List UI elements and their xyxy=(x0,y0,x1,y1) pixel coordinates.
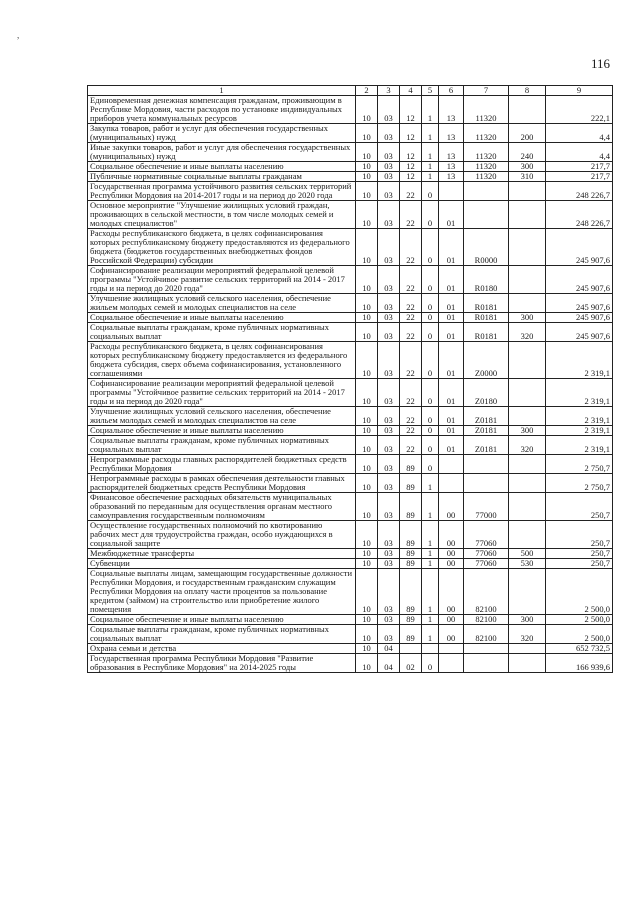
table-row xyxy=(88,124,613,143)
row-name: Социальные выплаты гражданам, кроме публичных нормативных социальных выплат xyxy=(88,436,356,455)
code-program: 89 xyxy=(400,549,422,559)
code-program: 89 xyxy=(400,474,422,493)
code-subprogram: 0 xyxy=(422,407,439,426)
code-expense-type: 320 xyxy=(509,436,546,455)
code-expense-type: 300 xyxy=(509,615,546,625)
row-amount: 250,7 xyxy=(546,521,613,549)
code-subprogram: 1 xyxy=(422,143,439,162)
code-direction: Z0181 xyxy=(464,407,509,426)
code-program: 22 xyxy=(400,407,422,426)
code-subsection: 04 xyxy=(378,654,400,673)
code-activity: 01 xyxy=(439,266,464,294)
code-subprogram xyxy=(422,644,439,654)
row-name: Непрограммные расходы в рамках обеспечения деятельности главных распорядителей бюджетных средств Республики Мордовия xyxy=(88,474,356,493)
code-activity xyxy=(439,455,464,474)
code-activity: 00 xyxy=(439,625,464,644)
budget-table xyxy=(87,85,613,673)
code-subprogram: 1 xyxy=(422,493,439,521)
row-name: Межбюджетные трансферты xyxy=(88,549,356,559)
code-subprogram: 0 xyxy=(422,323,439,342)
code-expense-type: 200 xyxy=(509,124,546,143)
row-amount: 245 907,6 xyxy=(546,229,613,266)
row-name: Расходы республиканского бюджета, в целях софинансирования которых республиканскому бюджету предоставляются из федерального бюджета (бюджетов государственных внебюджетных фондов Российской Федерации) субсидии xyxy=(88,229,356,266)
code-subsection: 03 xyxy=(378,379,400,407)
code-section: 10 xyxy=(356,407,378,426)
code-expense-type xyxy=(509,294,546,313)
row-amount: 248 226,7 xyxy=(546,182,613,201)
code-expense-type xyxy=(509,379,546,407)
code-subprogram: 1 xyxy=(422,172,439,182)
table-row xyxy=(88,474,613,493)
row-name: Софинансирование реализации мероприятий федеральной целевой программы "Устойчивое развитие сельских территорий на 2014 - 2017 годы и на период до 2020 года" xyxy=(88,379,356,407)
code-direction: 77060 xyxy=(464,559,509,569)
code-program: 12 xyxy=(400,143,422,162)
table-row xyxy=(88,615,613,625)
code-activity: 00 xyxy=(439,569,464,615)
code-subprogram: 1 xyxy=(422,474,439,493)
row-name: Социальное обеспечение и иные выплаты населению xyxy=(88,615,356,625)
code-section: 10 xyxy=(356,143,378,162)
code-direction: 82100 xyxy=(464,615,509,625)
row-name: Расходы республиканского бюджета, в целях софинансирования которых республиканскому бюджету предоставляется из федерального бюджета субсидия, сверх объема софинансирования, установленного соглашениями xyxy=(88,342,356,379)
code-section: 10 xyxy=(356,342,378,379)
row-amount: 2 319,1 xyxy=(546,426,613,436)
code-section: 10 xyxy=(356,162,378,172)
table-row xyxy=(88,162,613,172)
table-row xyxy=(88,342,613,379)
row-amount: 2 500,0 xyxy=(546,615,613,625)
row-amount: 2 750,7 xyxy=(546,455,613,474)
row-amount: 2 319,1 xyxy=(546,407,613,426)
row-amount: 4,4 xyxy=(546,143,613,162)
code-subsection: 03 xyxy=(378,201,400,229)
code-program: 22 xyxy=(400,201,422,229)
code-activity xyxy=(439,474,464,493)
table-row xyxy=(88,654,613,673)
code-subsection: 03 xyxy=(378,162,400,172)
code-activity: 01 xyxy=(439,407,464,426)
code-subprogram: 1 xyxy=(422,521,439,549)
code-subprogram: 0 xyxy=(422,426,439,436)
code-direction xyxy=(464,474,509,493)
code-subsection: 03 xyxy=(378,266,400,294)
code-subprogram: 1 xyxy=(422,569,439,615)
code-section: 10 xyxy=(356,436,378,455)
code-expense-type xyxy=(509,96,546,124)
code-section: 10 xyxy=(356,493,378,521)
code-section: 10 xyxy=(356,559,378,569)
row-amount: 2 319,1 xyxy=(546,342,613,379)
code-activity: 13 xyxy=(439,143,464,162)
row-name: Субвенции xyxy=(88,559,356,569)
code-section: 10 xyxy=(356,313,378,323)
code-program: 89 xyxy=(400,625,422,644)
code-program: 22 xyxy=(400,229,422,266)
code-subprogram: 0 xyxy=(422,266,439,294)
code-section: 10 xyxy=(356,455,378,474)
code-subprogram: 0 xyxy=(422,436,439,455)
row-name: Социальные выплаты гражданам, кроме публичных нормативных социальных выплат xyxy=(88,625,356,644)
code-program: 12 xyxy=(400,162,422,172)
row-amount: 217,7 xyxy=(546,172,613,182)
code-direction: 11320 xyxy=(464,162,509,172)
code-subprogram: 1 xyxy=(422,549,439,559)
code-program: 12 xyxy=(400,124,422,143)
code-program: 12 xyxy=(400,172,422,182)
row-name: Основное мероприятие "Улучшение жилищных условий граждан, проживающих в сельской местности, в том числе молодых семей и молодых специалистов" xyxy=(88,201,356,229)
table-row xyxy=(88,493,613,521)
row-name: Осуществление государственных полномочий по квотированию рабочих мест для трудоустройства граждан, особо нуждающихся в социальной защите xyxy=(88,521,356,549)
code-section: 10 xyxy=(356,266,378,294)
code-program: 89 xyxy=(400,559,422,569)
row-name: Улучшение жилищных условий сельского населения, обеспечение жильем молодых семей и молодых специалистов на селе xyxy=(88,407,356,426)
code-section: 10 xyxy=(356,172,378,182)
code-program: 89 xyxy=(400,455,422,474)
code-subprogram: 1 xyxy=(422,615,439,625)
row-amount: 245 907,6 xyxy=(546,294,613,313)
code-direction: R0181 xyxy=(464,294,509,313)
code-expense-type xyxy=(509,493,546,521)
code-subsection: 03 xyxy=(378,521,400,549)
row-amount: 2 500,0 xyxy=(546,625,613,644)
code-section: 10 xyxy=(356,569,378,615)
code-expense-type xyxy=(509,654,546,673)
code-expense-type xyxy=(509,569,546,615)
code-subsection: 03 xyxy=(378,96,400,124)
column-header: 5 xyxy=(422,86,439,96)
code-subprogram: 0 xyxy=(422,294,439,313)
column-header: 3 xyxy=(378,86,400,96)
code-subprogram: 1 xyxy=(422,559,439,569)
code-activity: 13 xyxy=(439,124,464,143)
code-program: 12 xyxy=(400,96,422,124)
code-activity: 01 xyxy=(439,342,464,379)
code-direction: 82100 xyxy=(464,625,509,644)
table-row xyxy=(88,521,613,549)
code-program: 22 xyxy=(400,323,422,342)
row-amount: 217,7 xyxy=(546,162,613,172)
table-row xyxy=(88,407,613,426)
code-expense-type xyxy=(509,342,546,379)
code-activity: 01 xyxy=(439,294,464,313)
code-program: 89 xyxy=(400,569,422,615)
code-section: 10 xyxy=(356,474,378,493)
row-name: Софинансирование реализации мероприятий федеральной целевой программы "Устойчивое развитие сельских территорий на 2014 - 2017 годы и на период до 2020 года" xyxy=(88,266,356,294)
code-expense-type: 240 xyxy=(509,143,546,162)
row-name: Социальные выплаты лицам, замещающим государственные должности Республики Мордовия, и государственным гражданским служащим Республики Мордовия на оплату части процентов за пользование кредитом (займом) на строительство или приобретение жилого помещения xyxy=(88,569,356,615)
table-header-row xyxy=(88,86,613,96)
row-amount: 222,1 xyxy=(546,96,613,124)
table-row xyxy=(88,266,613,294)
code-section: 10 xyxy=(356,521,378,549)
code-subprogram: 0 xyxy=(422,313,439,323)
code-subsection: 03 xyxy=(378,436,400,455)
code-section: 10 xyxy=(356,426,378,436)
code-direction: R0000 xyxy=(464,229,509,266)
code-subsection: 03 xyxy=(378,615,400,625)
code-expense-type: 300 xyxy=(509,426,546,436)
code-subprogram: 1 xyxy=(422,625,439,644)
code-direction xyxy=(464,654,509,673)
code-direction: 11320 xyxy=(464,172,509,182)
code-section: 10 xyxy=(356,625,378,644)
code-direction: 77060 xyxy=(464,549,509,559)
table-row xyxy=(88,143,613,162)
code-section: 10 xyxy=(356,379,378,407)
code-subsection: 03 xyxy=(378,342,400,379)
code-program: 22 xyxy=(400,342,422,379)
code-subsection: 03 xyxy=(378,559,400,569)
row-amount: 2 319,1 xyxy=(546,379,613,407)
code-section: 10 xyxy=(356,182,378,201)
code-expense-type xyxy=(509,455,546,474)
table-row xyxy=(88,559,613,569)
page-number: 116 xyxy=(591,56,611,71)
code-activity: 01 xyxy=(439,426,464,436)
code-section: 10 xyxy=(356,201,378,229)
column-header: 4 xyxy=(400,86,422,96)
code-program: 22 xyxy=(400,426,422,436)
code-section: 10 xyxy=(356,294,378,313)
column-header: 8 xyxy=(509,86,546,96)
code-subsection: 03 xyxy=(378,474,400,493)
table-row xyxy=(88,436,613,455)
code-program: 22 xyxy=(400,182,422,201)
row-amount: 250,7 xyxy=(546,559,613,569)
code-activity: 13 xyxy=(439,96,464,124)
scan-mark: , xyxy=(17,30,20,40)
row-amount: 245 907,6 xyxy=(546,266,613,294)
table-row xyxy=(88,182,613,201)
code-section: 10 xyxy=(356,549,378,559)
code-activity xyxy=(439,644,464,654)
table-row xyxy=(88,229,613,266)
table-row xyxy=(88,625,613,644)
code-direction: R0181 xyxy=(464,313,509,323)
row-amount: 245 907,6 xyxy=(546,313,613,323)
code-activity: 01 xyxy=(439,323,464,342)
row-amount: 652 732,5 xyxy=(546,644,613,654)
code-expense-type xyxy=(509,521,546,549)
table-row xyxy=(88,569,613,615)
column-header: 9 xyxy=(546,86,613,96)
row-amount: 248 226,7 xyxy=(546,201,613,229)
code-activity: 00 xyxy=(439,493,464,521)
table-body xyxy=(88,96,613,673)
row-amount: 166 939,6 xyxy=(546,654,613,673)
row-name: Социальное обеспечение и иные выплаты населению xyxy=(88,313,356,323)
code-expense-type xyxy=(509,644,546,654)
code-subsection: 03 xyxy=(378,569,400,615)
code-activity: 01 xyxy=(439,379,464,407)
code-direction: Z0181 xyxy=(464,436,509,455)
code-direction xyxy=(464,182,509,201)
code-activity: 00 xyxy=(439,559,464,569)
row-name: Публичные нормативные социальные выплаты гражданам xyxy=(88,172,356,182)
code-direction: 11320 xyxy=(464,143,509,162)
column-header: 7 xyxy=(464,86,509,96)
code-subsection: 03 xyxy=(378,143,400,162)
code-program xyxy=(400,644,422,654)
code-subsection: 03 xyxy=(378,294,400,313)
table-row xyxy=(88,323,613,342)
code-subsection: 03 xyxy=(378,407,400,426)
code-expense-type: 310 xyxy=(509,172,546,182)
code-subprogram: 0 xyxy=(422,654,439,673)
code-expense-type xyxy=(509,474,546,493)
code-subsection: 03 xyxy=(378,426,400,436)
row-amount: 2 500,0 xyxy=(546,569,613,615)
code-direction: 77060 xyxy=(464,521,509,549)
code-subsection: 04 xyxy=(378,644,400,654)
code-section: 10 xyxy=(356,323,378,342)
code-direction: 11320 xyxy=(464,124,509,143)
table-row xyxy=(88,549,613,559)
code-direction: R0180 xyxy=(464,266,509,294)
code-expense-type: 300 xyxy=(509,162,546,172)
code-subsection: 03 xyxy=(378,493,400,521)
code-direction: 11320 xyxy=(464,96,509,124)
table-row xyxy=(88,201,613,229)
code-subprogram: 1 xyxy=(422,162,439,172)
code-section: 10 xyxy=(356,124,378,143)
code-activity: 00 xyxy=(439,615,464,625)
code-activity: 00 xyxy=(439,549,464,559)
code-expense-type xyxy=(509,201,546,229)
code-direction xyxy=(464,644,509,654)
row-name: Финансовое обеспечение расходных обязательств муниципальных образований по переданным для осуществления органам местного самоуправления государственным полномочиям xyxy=(88,493,356,521)
row-amount: 2 319,1 xyxy=(546,436,613,455)
row-name: Иные закупки товаров, работ и услуг для обеспечения государственных (муниципальных) нужд xyxy=(88,143,356,162)
column-header: 2 xyxy=(356,86,378,96)
code-subsection: 03 xyxy=(378,625,400,644)
code-expense-type xyxy=(509,407,546,426)
code-subprogram: 1 xyxy=(422,124,439,143)
row-amount: 250,7 xyxy=(546,549,613,559)
table-row xyxy=(88,644,613,654)
code-expense-type xyxy=(509,229,546,266)
table-row xyxy=(88,379,613,407)
code-subprogram: 0 xyxy=(422,182,439,201)
code-subprogram: 0 xyxy=(422,379,439,407)
table-row xyxy=(88,455,613,474)
code-direction: Z0181 xyxy=(464,426,509,436)
code-activity: 01 xyxy=(439,313,464,323)
code-direction: 77000 xyxy=(464,493,509,521)
table-row xyxy=(88,426,613,436)
code-subsection: 03 xyxy=(378,313,400,323)
code-subsection: 03 xyxy=(378,455,400,474)
row-name: Улучшение жилищных условий сельского населения, обеспечение жильем молодых семей и молодых специалистов на селе xyxy=(88,294,356,313)
row-name: Единовременная денежная компенсация гражданам, проживающим в Республике Мордовия, части расходов по установке индивидуальных приборов учета коммунальных ресурсов xyxy=(88,96,356,124)
code-direction: Z0000 xyxy=(464,342,509,379)
code-subsection: 03 xyxy=(378,549,400,559)
code-activity: 00 xyxy=(439,521,464,549)
row-name: Государственная программа устойчивого развития сельских территорий Республики Мордовия на 2014-2017 годы и на период до 2020 года xyxy=(88,182,356,201)
code-section: 10 xyxy=(356,96,378,124)
code-section: 10 xyxy=(356,644,378,654)
code-direction xyxy=(464,455,509,474)
code-activity: 01 xyxy=(439,201,464,229)
code-activity: 01 xyxy=(439,229,464,266)
code-expense-type: 320 xyxy=(509,625,546,644)
code-program: 22 xyxy=(400,436,422,455)
code-activity: 13 xyxy=(439,172,464,182)
code-expense-type: 300 xyxy=(509,313,546,323)
code-program: 22 xyxy=(400,379,422,407)
code-section: 10 xyxy=(356,654,378,673)
code-subsection: 03 xyxy=(378,182,400,201)
row-name: Непрограммные расходы главных распорядителей бюджетных средств Республики Мордовия xyxy=(88,455,356,474)
table-row xyxy=(88,172,613,182)
code-expense-type xyxy=(509,266,546,294)
row-amount: 250,7 xyxy=(546,493,613,521)
code-subsection: 03 xyxy=(378,172,400,182)
row-name: Закупка товаров, работ и услуг для обеспечения государственных (муниципальных) нужд xyxy=(88,124,356,143)
code-subprogram: 0 xyxy=(422,201,439,229)
column-header: 6 xyxy=(439,86,464,96)
code-program: 89 xyxy=(400,615,422,625)
code-direction: Z0180 xyxy=(464,379,509,407)
row-amount: 4,4 xyxy=(546,124,613,143)
table-row xyxy=(88,313,613,323)
row-amount: 2 750,7 xyxy=(546,474,613,493)
row-name: Социальное обеспечение и иные выплаты населению xyxy=(88,426,356,436)
row-name: Социальные выплаты гражданам, кроме публичных нормативных социальных выплат xyxy=(88,323,356,342)
code-direction: 82100 xyxy=(464,569,509,615)
code-subsection: 03 xyxy=(378,323,400,342)
code-activity xyxy=(439,654,464,673)
code-direction xyxy=(464,201,509,229)
code-activity: 01 xyxy=(439,436,464,455)
code-program: 22 xyxy=(400,294,422,313)
row-name: Социальное обеспечение и иные выплаты населению xyxy=(88,162,356,172)
code-expense-type: 320 xyxy=(509,323,546,342)
row-name: Государственная программа Республики Мордовия "Развитие образования в Республике Мордовия" на 2014-2025 годы xyxy=(88,654,356,673)
code-subprogram: 1 xyxy=(422,96,439,124)
code-program: 22 xyxy=(400,266,422,294)
code-subprogram: 0 xyxy=(422,342,439,379)
code-expense-type xyxy=(509,182,546,201)
code-activity: 13 xyxy=(439,162,464,172)
code-program: 89 xyxy=(400,521,422,549)
code-program: 89 xyxy=(400,493,422,521)
code-expense-type: 530 xyxy=(509,559,546,569)
table-row xyxy=(88,96,613,124)
row-amount: 245 907,6 xyxy=(546,323,613,342)
code-program: 22 xyxy=(400,313,422,323)
code-activity xyxy=(439,182,464,201)
row-name: Охрана семьи и детства xyxy=(88,644,356,654)
code-expense-type: 500 xyxy=(509,549,546,559)
table-row xyxy=(88,294,613,313)
code-subprogram: 0 xyxy=(422,455,439,474)
code-subprogram: 0 xyxy=(422,229,439,266)
code-direction: R0181 xyxy=(464,323,509,342)
code-program: 02 xyxy=(400,654,422,673)
code-subsection: 03 xyxy=(378,229,400,266)
code-section: 10 xyxy=(356,615,378,625)
code-section: 10 xyxy=(356,229,378,266)
column-header: 1 xyxy=(88,86,356,96)
code-subsection: 03 xyxy=(378,124,400,143)
